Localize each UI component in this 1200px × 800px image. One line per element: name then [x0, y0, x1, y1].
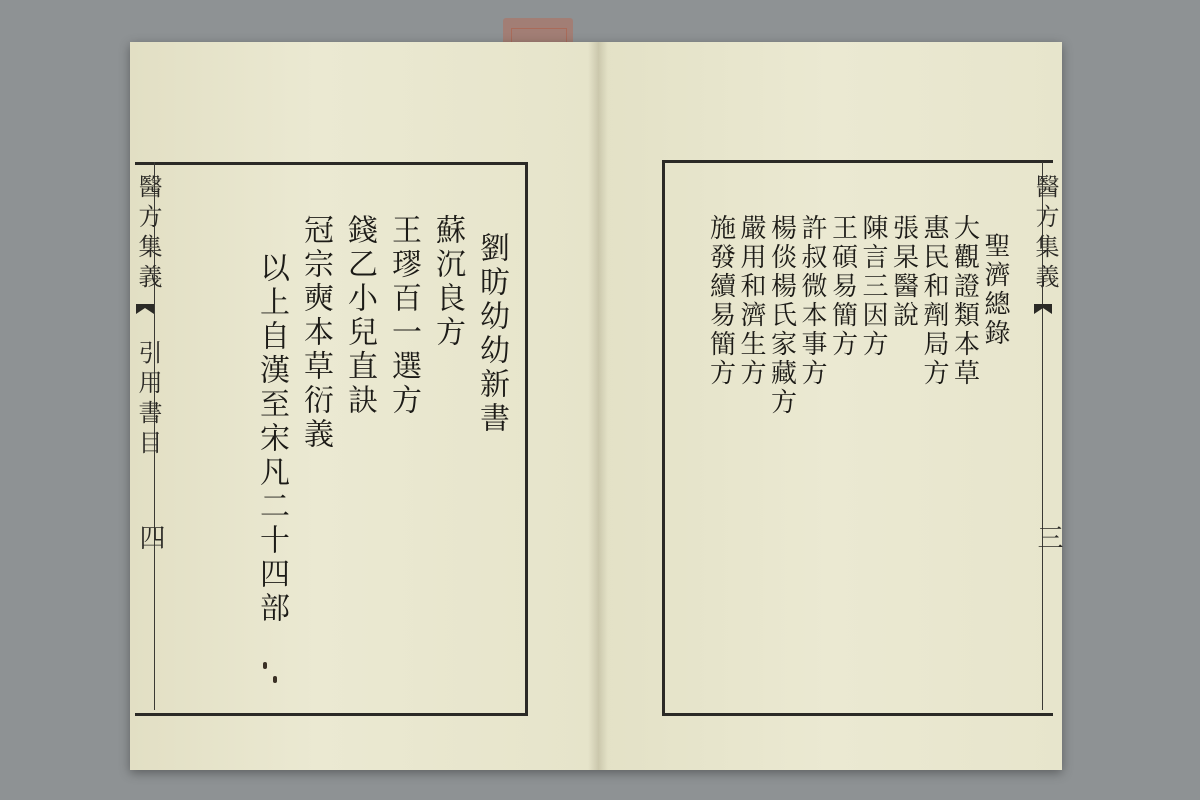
left-column-4: 錢乙小兒直訣: [342, 214, 377, 418]
left-column-2: 蘇沉良方: [430, 214, 465, 350]
left-column-1: 劉昉幼幼新書: [474, 232, 509, 436]
right-column-4: 張杲醫說: [888, 214, 919, 330]
right-column-10: 施發續易簡方: [705, 214, 736, 388]
book-gutter: [588, 42, 608, 770]
left-column-6: 以上自漢至宋凡二十四部: [254, 252, 289, 626]
left-page-number: 四: [135, 524, 165, 550]
left-column-3: 王璆百一選方: [386, 214, 421, 418]
right-column-1: 聖濟總錄: [980, 232, 1010, 348]
left-column-5: 冠宗奭本草衍義: [298, 214, 333, 452]
right-column-6: 王碩易簡方: [827, 214, 858, 359]
ink-speck: [273, 676, 277, 683]
right-page-number: 三: [1033, 524, 1063, 550]
right-margin-title: 醫方集義: [1031, 174, 1059, 294]
right-column-5: 陳言三因方: [858, 214, 888, 359]
ink-speck: [263, 662, 267, 669]
right-column-8: 楊倓楊氏家藏方: [766, 214, 797, 417]
right-column-2: 大觀證類本草: [949, 214, 980, 388]
right-column-7: 許叔微本事方: [797, 214, 827, 388]
right-column-9: 嚴用和濟生方: [736, 214, 766, 388]
open-book: [130, 42, 1062, 770]
left-margin-title: 醫方集義: [134, 174, 162, 294]
right-column-3: 惠民和劑局方: [919, 214, 949, 388]
left-margin-section: 引用書目: [134, 340, 162, 460]
